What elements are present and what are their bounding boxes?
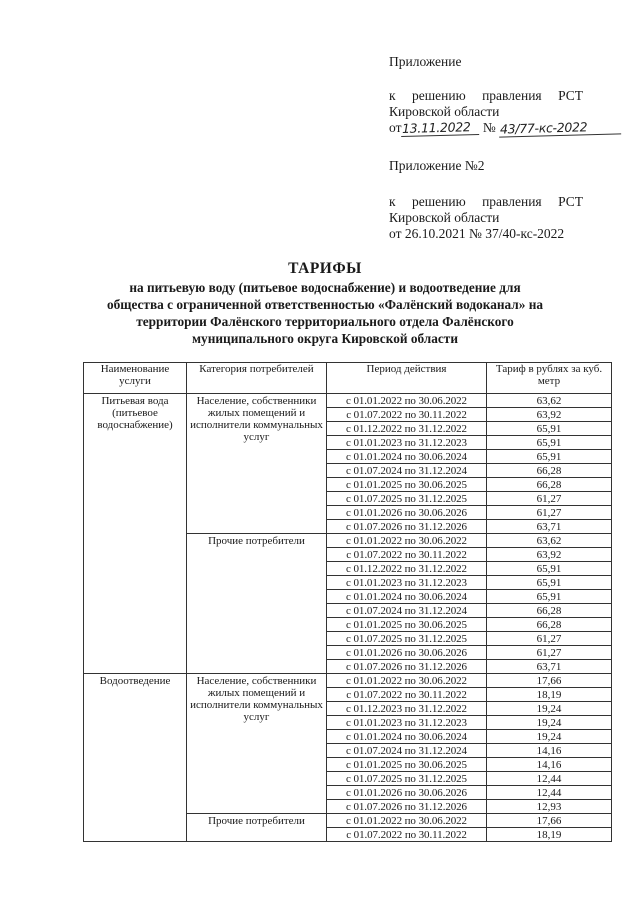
document-title xyxy=(90,259,560,347)
period-cell: с 01.01.2024 по 30.06.2024 xyxy=(327,730,487,744)
header-tariff: Тариф в рублях за куб. метр xyxy=(487,363,612,394)
appendix-block-1 xyxy=(389,54,619,136)
period-cell: с 01.07.2025 по 31.12.2025 xyxy=(327,632,487,646)
title-line-4: муниципального округа Кировской области xyxy=(192,331,458,346)
tariff-cell: 61,27 xyxy=(487,506,612,520)
period-cell: с 01.07.2025 по 31.12.2025 xyxy=(327,492,487,506)
tariff-cell: 63,71 xyxy=(487,520,612,534)
period-cell: с 01.01.2025 по 30.06.2025 xyxy=(327,478,487,492)
tariff-cell: 66,28 xyxy=(487,604,612,618)
tariff-cell: 61,27 xyxy=(487,492,612,506)
period-cell: с 01.01.2024 по 30.06.2024 xyxy=(327,590,487,604)
period-cell: с 01.07.2024 по 31.12.2024 xyxy=(327,744,487,758)
appendix-1-label: Приложение xyxy=(389,54,462,69)
header-category: Категория потребителей xyxy=(187,363,327,394)
period-cell: с 01.01.2023 по 31.12.2023 xyxy=(327,716,487,730)
tariff-cell: 63,92 xyxy=(487,408,612,422)
period-cell: с 01.07.2025 по 31.12.2025 xyxy=(327,772,487,786)
tariff-cell: 18,19 xyxy=(487,828,612,842)
period-cell: с 01.01.2022 по 30.06.2022 xyxy=(327,674,487,688)
tariff-cell: 63,62 xyxy=(487,394,612,408)
period-cell: с 01.01.2022 по 30.06.2022 xyxy=(327,394,487,408)
category-cell: Население, собственники жилых помещений и исполнители коммунальных услуг xyxy=(187,674,327,814)
category-cell: Прочие потребители xyxy=(187,814,327,842)
title-line-3: территории Фалёнского территориального отдела Фалёнского xyxy=(136,314,514,329)
appendix-2-label: Приложение №2 xyxy=(389,158,485,173)
period-cell: с 01.01.2026 по 30.06.2026 xyxy=(327,646,487,660)
tariff-cell: 18,19 xyxy=(487,688,612,702)
period-cell: с 01.01.2022 по 30.06.2022 xyxy=(327,814,487,828)
period-cell: с 01.07.2026 по 31.12.2026 xyxy=(327,520,487,534)
tariff-cell: 63,62 xyxy=(487,534,612,548)
period-cell: с 01.12.2022 по 31.12.2022 xyxy=(327,422,487,436)
tariff-cell: 66,28 xyxy=(487,478,612,492)
period-cell: с 01.12.2022 по 31.12.2022 xyxy=(327,562,487,576)
tariff-cell: 65,91 xyxy=(487,450,612,464)
period-cell: с 01.01.2025 по 30.06.2025 xyxy=(327,618,487,632)
tariff-cell: 65,91 xyxy=(487,576,612,590)
period-cell: с 01.01.2024 по 30.06.2024 xyxy=(327,450,487,464)
period-cell: с 01.01.2025 по 30.06.2025 xyxy=(327,758,487,772)
handwritten-number: 43/77-кс-2022 xyxy=(499,119,621,137)
tariff-cell: 65,91 xyxy=(487,562,612,576)
period-cell: с 01.07.2022 по 30.11.2022 xyxy=(327,688,487,702)
handwritten-date: 13.11.2022 xyxy=(401,120,479,137)
tariff-cell: 17,66 xyxy=(487,814,612,828)
title-line-1: на питьевую воду (питьевое водоснабжение) и водоотведение для xyxy=(129,280,521,295)
tariff-cell: 61,27 xyxy=(487,646,612,660)
table-row xyxy=(84,674,612,688)
tariff-cell: 65,91 xyxy=(487,422,612,436)
title-line-2: общества с ограниченной ответственностью «Фалёнский водоканал» на xyxy=(106,297,544,312)
category-cell: Население, собственники жилых помещений и исполнители коммунальных услуг xyxy=(187,394,327,534)
tariff-cell: 19,24 xyxy=(487,702,612,716)
tariff-cell: 66,28 xyxy=(487,618,612,632)
period-cell: с 01.07.2026 по 31.12.2026 xyxy=(327,660,487,674)
tariff-cell: 65,91 xyxy=(487,590,612,604)
tariff-cell: 12,44 xyxy=(487,786,612,800)
tariff-cell: 19,24 xyxy=(487,716,612,730)
tariff-cell: 61,27 xyxy=(487,632,612,646)
period-cell: с 01.07.2022 по 30.11.2022 xyxy=(327,408,487,422)
category-cell: Прочие потребители xyxy=(187,534,327,674)
period-cell: с 01.01.2023 по 31.12.2023 xyxy=(327,436,487,450)
period-cell: с 01.01.2026 по 30.06.2026 xyxy=(327,786,487,800)
appendix-1-reference: к решению правления РСТ xyxy=(389,88,583,103)
appendix-2-date-line: от 26.10.2021 № 37/40-кс-2022 xyxy=(389,226,565,241)
period-cell: с 01.07.2024 по 31.12.2024 xyxy=(327,604,487,618)
tariff-cell: 12,44 xyxy=(487,772,612,786)
appendix-2-reference: к решению правления РСТ xyxy=(389,194,583,209)
service-cell: Питьевая вода (питьевое водоснабжение) xyxy=(84,394,187,674)
tariff-cell: 14,16 xyxy=(487,744,612,758)
appendix-1-region: Кировской области xyxy=(389,104,500,119)
period-cell: с 01.07.2022 по 30.11.2022 xyxy=(327,548,487,562)
period-cell: с 01.01.2023 по 31.12.2023 xyxy=(327,576,487,590)
appendix-1-date-line: от13.11.2022 № 43/77-кс-2022 xyxy=(389,120,619,136)
period-cell: с 01.12.2023 по 31.12.2022 xyxy=(327,702,487,716)
tariff-cell: 63,71 xyxy=(487,660,612,674)
tariff-cell: 19,24 xyxy=(487,730,612,744)
period-cell: с 01.07.2026 по 31.12.2026 xyxy=(327,800,487,814)
period-cell: с 01.01.2022 по 30.06.2022 xyxy=(327,534,487,548)
period-cell: с 01.01.2026 по 30.06.2026 xyxy=(327,506,487,520)
tariff-cell: 12,93 xyxy=(487,800,612,814)
tariff-cell: 14,16 xyxy=(487,758,612,772)
title-heading: ТАРИФЫ xyxy=(288,260,362,277)
tariff-cell: 65,91 xyxy=(487,436,612,450)
appendix-2-region: Кировской области xyxy=(389,210,500,225)
period-cell: с 01.07.2022 по 30.11.2022 xyxy=(327,828,487,842)
table-header-row xyxy=(84,363,612,394)
tariff-cell: 17,66 xyxy=(487,674,612,688)
appendix-block-2 xyxy=(389,158,619,242)
service-cell: Водоотведение xyxy=(84,674,187,842)
header-service: Наименование услуги xyxy=(84,363,187,394)
table-row xyxy=(84,394,612,408)
tariff-cell: 63,92 xyxy=(487,548,612,562)
tariffs-table xyxy=(83,362,612,842)
header-period: Период действия xyxy=(327,363,487,394)
table-body xyxy=(84,394,612,842)
tariff-cell: 66,28 xyxy=(487,464,612,478)
period-cell: с 01.07.2024 по 31.12.2024 xyxy=(327,464,487,478)
